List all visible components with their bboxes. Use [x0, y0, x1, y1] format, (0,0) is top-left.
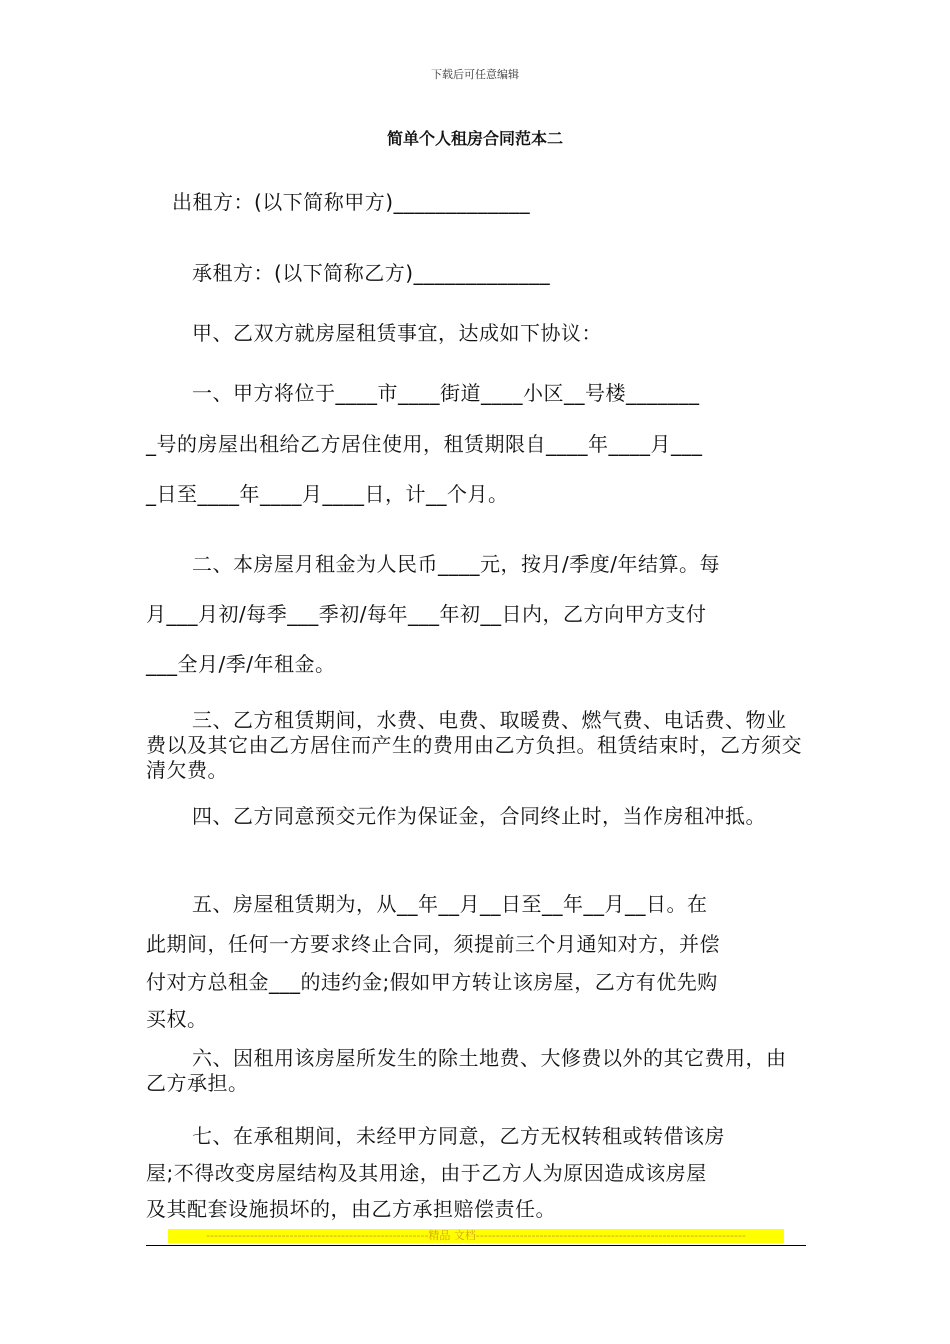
- clause6-paragraph: 六、因租用该房屋所发生的除土地费、大修费以外的其它费用，由乙方承担。: [146, 1046, 787, 1095]
- clause1-line1: 一、甲方将位于____市____街道____小区__号楼_______: [192, 381, 700, 405]
- clause2-line1: 二、本房屋月租金为人民币____元，按月/季度/年结算。每: [192, 552, 720, 576]
- clause7-line1: 七、在承租期间，未经甲方同意，乙方无权转租或转借该房: [192, 1124, 725, 1148]
- clause1-line3: _日至____年____月____日，计__个月。: [146, 482, 509, 506]
- lessor-line: 出租方：(以下简称甲方)_____________: [172, 190, 531, 214]
- clause7-line3: 及其配套设施损坏的，由乙方承担赔偿责任。: [146, 1197, 556, 1221]
- clause4-paragraph: 四、乙方同意预交元作为保证金，合同终止时，当作房租冲抵。: [192, 804, 766, 828]
- document-title: 简单个人租房合同范本二: [386, 129, 563, 148]
- lessee-line: 承租方：(以下简称乙方)_____________: [192, 261, 551, 285]
- header-note: 下载后可任意编辑: [431, 68, 519, 81]
- clause2-line3: ___全月/季/年租金。: [146, 652, 336, 676]
- clause7-line2: 屋;不得改变房屋结构及其用途，由于乙方人为原因造成该房屋: [146, 1161, 707, 1185]
- clause3-paragraph: 三、乙方租赁期间，水费、电费、取暖费、燃气费、电话费、物业费以及其它由乙方居住而产生的费用由乙方负担。租赁结束时，乙方须交清欠费。: [146, 708, 802, 782]
- clause5-line3: 付对方总租金___的违约金;假如甲方转让该房屋，乙方有优先购: [146, 970, 718, 994]
- clause5-line1: 五、房屋租赁期为，从__年__月__日至__年__月__日。在: [192, 892, 708, 916]
- clause2-line2: 月___月初/每季___季初/每年___年初__日内，乙方向甲方支付: [146, 602, 707, 626]
- clause5-line2: 此期间，任何一方要求终止合同，须提前三个月通知对方，并偿: [146, 932, 720, 956]
- clause5-line4: 买权。: [146, 1007, 208, 1031]
- footer-divider: [146, 1245, 806, 1246]
- intro-line: 甲、乙双方就房屋租赁事宜，达成如下协议：: [192, 321, 602, 345]
- footer-banner: --------------------------------------------------------精品 文档--------------------------------------------------------------------: [168, 1229, 784, 1243]
- clause1-line2: _号的房屋出租给乙方居住使用，租赁期限自____年____月___: [146, 432, 703, 456]
